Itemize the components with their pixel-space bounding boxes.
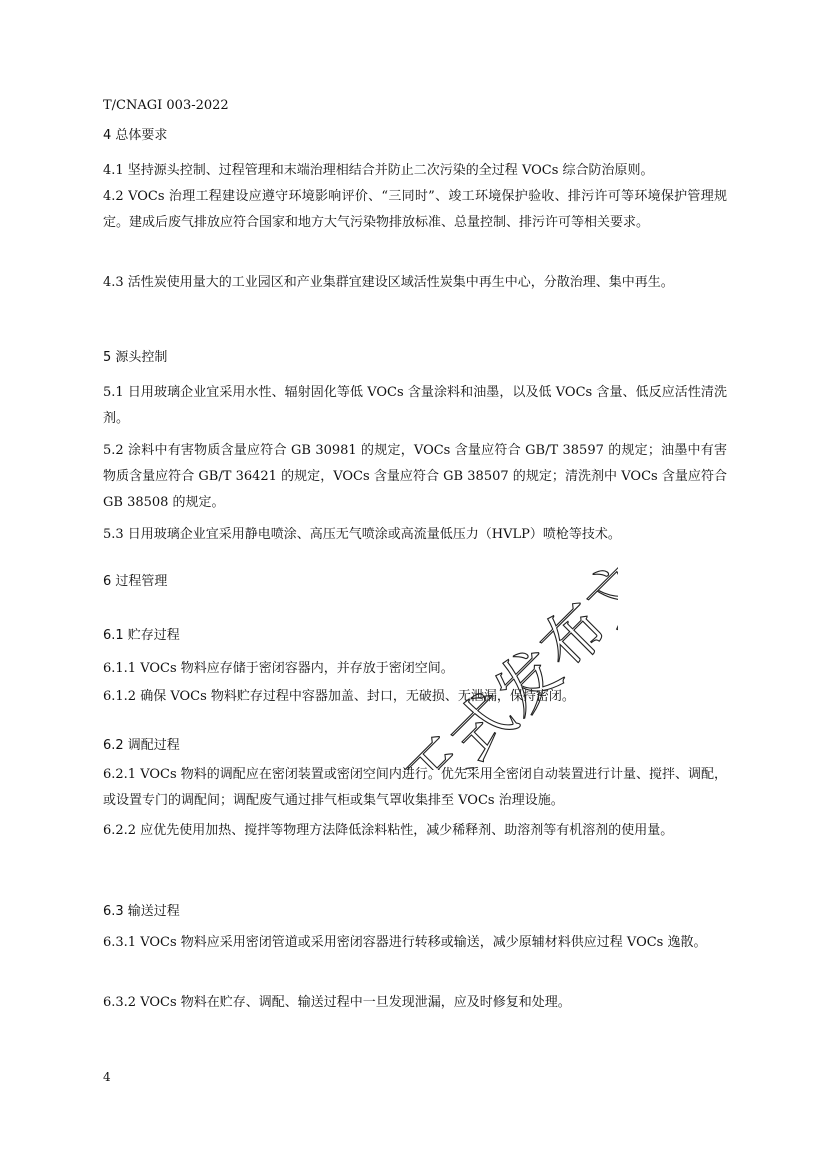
section-5-heading: 5 源头控制 <box>103 350 168 365</box>
watermark-text: 正式发布文本 <box>389 496 618 770</box>
section-6-2-heading: 6.2 调配过程 <box>103 738 180 753</box>
document-id: T/CNAGI 003-2022 <box>103 98 229 113</box>
paragraph-6-1-2: 6.1.2 确保 VOCs 物料贮存过程中容器加盖、封口，无破损、无泄漏，保持密闭。 <box>103 689 575 704</box>
paragraph-6-2-1: 6.2.1 VOCs 物料的调配应在密闭装置或密闭空间内进行。优先采用全密闭自动装置进行计量、搅拌、调配，或设置专门的调配间；调配废气通过排气柜或集气罩收集排至 VOCs 治理设施。 <box>103 767 727 808</box>
paragraph-5-1: 5.1 日用玻璃企业宜采用水性、辐射固化等低 VOCs 含量涂料和油墨，以及低 VOCs 含量、低反应活性清洗剂。 <box>103 385 727 426</box>
section-4-heading: 4 总体要求 <box>103 128 168 143</box>
paragraph-6-2-2: 6.2.2 应优先使用加热、搅拌等物理方法降低涂料粘性，减少稀释剂、助溶剂等有机溶剂的使用量。 <box>103 823 674 838</box>
paragraph-6-3-1: 6.3.1 VOCs 物料应采用密闭管道或采用密闭容器进行转移或输送，减少原辅材料供应过程 VOCs 逸散。 <box>103 935 707 950</box>
paragraph-4-2: 4.2 VOCs 治理工程建设应遵守环境影响评价、“三同时”、竣工环境保护验收、排污许可等环境保护管理规定。建成后废气排放应符合国家和地方大气污染物排放标准、总量控制、排污许可等相关要求。 <box>103 189 727 230</box>
paragraph-5-2: 5.2 涂料中有害物质含量应符合 GB 30981 的规定，VOCs 含量应符合 GB/T 38597 的规定；油墨中有害物质含量应符合 GB/T 36421 的规定，VOCs 含量应符合 GB 38507 的规定；清洗剂中 VOCs 含量应符合 GB 38508 的规定。 <box>103 443 727 510</box>
paragraph-4-3: 4.3 活性炭使用量大的工业园区和产业集群宜建设区域活性炭集中再生中心，分散治理、集中再生。 <box>103 275 674 290</box>
paragraph-6-1-1: 6.1.1 VOCs 物料应存储于密闭容器内，并存放于密闭空间。 <box>103 661 454 676</box>
section-6-3-heading: 6.3 输送过程 <box>103 904 180 919</box>
section-6-1-heading: 6.1 贮存过程 <box>103 628 180 643</box>
paragraph-4-1: 4.1 坚持源头控制、过程管理和末端治理相结合并防止二次污染的全过程 VOCs 综合防治原则。 <box>103 163 654 178</box>
paragraph-5-3: 5.3 日用玻璃企业宜采用静电喷涂、高压无气喷涂或高流量低压力（HVLP）喷枪等技术。 <box>103 527 621 542</box>
page-number: 4 <box>103 1070 111 1084</box>
paragraph-6-3-2: 6.3.2 VOCs 物料在贮存、调配、输送过程中一旦发现泄漏，应及时修复和处理。 <box>103 995 571 1010</box>
section-6-heading: 6 过程管理 <box>103 574 168 589</box>
